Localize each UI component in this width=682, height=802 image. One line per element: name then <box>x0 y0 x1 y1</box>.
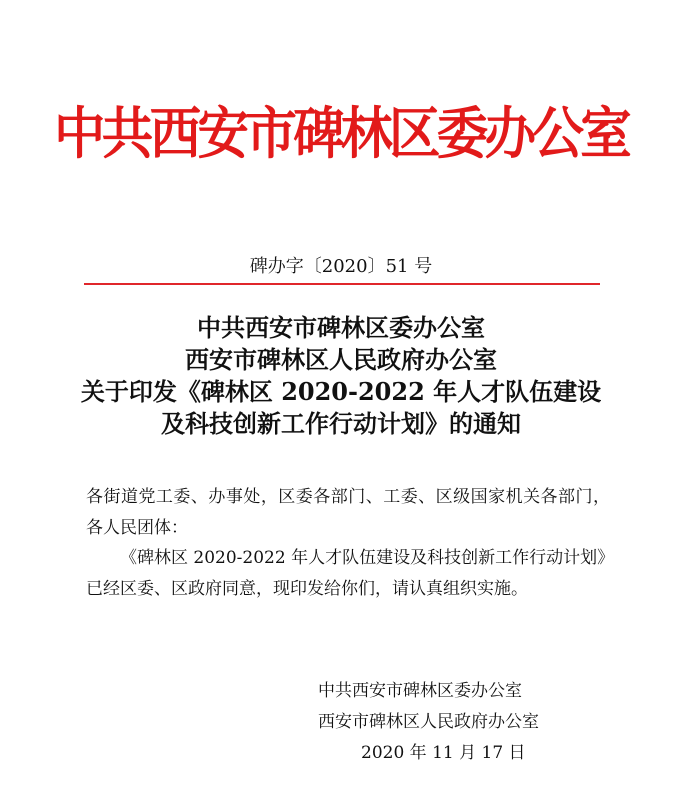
title-line: 关于印发《碑林区 2020-2022 年人才队伍建设 <box>80 377 602 406</box>
title-line: 中共西安市碑林区委办公室 <box>197 313 485 342</box>
addressee-line: 各街道党工委、办事处，区委各部门、工委、区级国家机关各部门，各人民团体： <box>86 487 610 538</box>
issuing-authority-header: 中共西安市碑林区委办公室 <box>53 102 629 167</box>
signing-org-party: 中共西安市碑林区委办公室 <box>318 681 522 701</box>
signing-org-government: 西安市碑林区人民政府办公室 <box>318 712 539 732</box>
title-line: 西安市碑林区人民政府办公室 <box>185 345 497 374</box>
body-paragraph: 《碑林区 2020-2022 年人才队伍建设及科技创新工作行动计划》已经区委、区政府同意，现印发给你们，请认真组织实施。 <box>86 548 606 599</box>
issue-date: 2020 年 11 月 17 日 <box>361 743 526 763</box>
document-body <box>86 482 610 604</box>
document-title <box>0 312 682 440</box>
title-line: 及科技创新工作行动计划》的通知 <box>161 409 521 438</box>
red-separator-line <box>84 283 600 285</box>
document-number: 碑办字〔2020〕51 号 <box>249 256 433 277</box>
